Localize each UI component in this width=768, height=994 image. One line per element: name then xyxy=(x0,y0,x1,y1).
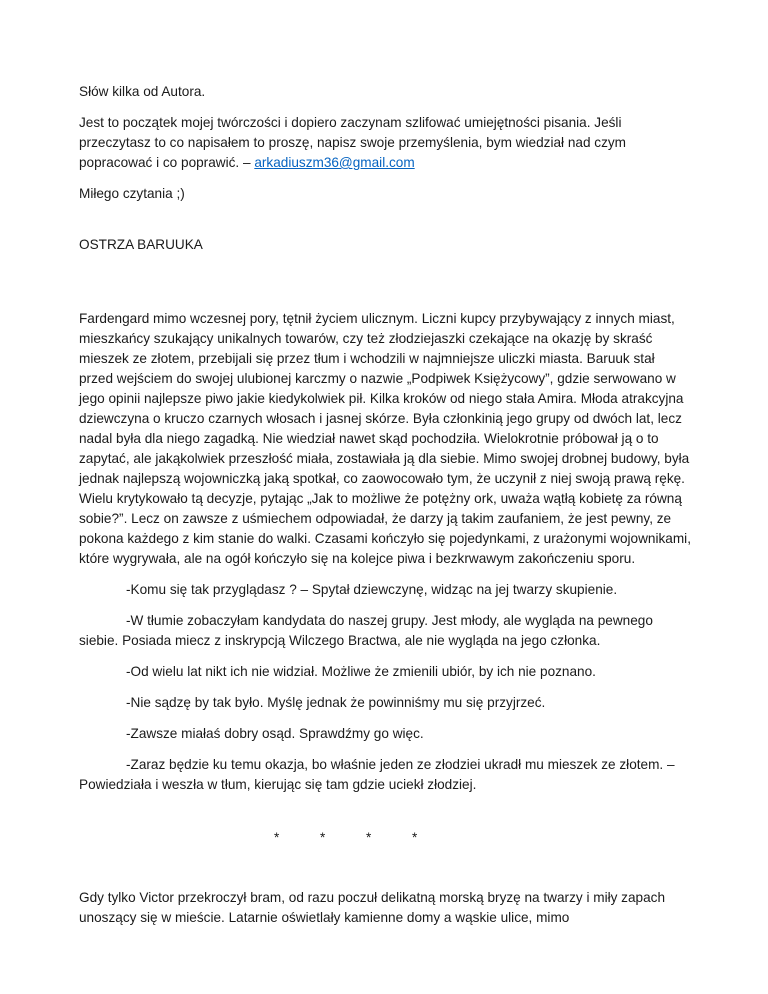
author-note-title: Słów kilka od Autora. xyxy=(79,84,206,99)
story-paragraph: Gdy tylko Victor przekroczył bram, od razu poczuł delikatną morską bryzę na twarzy i miły zapach unoszący się w mieście. Latarnie oświetlały kamienne domy a wąskie ulice, mimo xyxy=(79,890,666,925)
author-note-body xyxy=(79,113,691,173)
dialogue-line: -Zawsze miałaś dobry osąd. Sprawdźmy go więc. xyxy=(126,726,424,741)
story-title: OSTRZA BARUUKA xyxy=(79,237,203,252)
document-body xyxy=(79,82,691,939)
separator-star: * xyxy=(366,830,372,845)
author-note-text: Jest to początek mojej twórczości i dopiero zaczynam szlifować umiejętności pisania. Jeśli przeczytasz to co napisałem to proszę, napisz swoje przemyślenia, bym wiedział nad czym popracować i co poprawić. – xyxy=(79,115,626,170)
separator-star: * xyxy=(274,830,280,845)
dialogue-line: -Nie sądzę by tak było. Myślę jednak że powinniśmy mu się przyjrzeć. xyxy=(126,695,546,710)
separator-star: * xyxy=(320,830,326,845)
greeting: Miłego czytania ;) xyxy=(79,186,185,201)
story-paragraph: Fardengard mimo wczesnej pory, tętnił życiem ulicznym. Liczni kupcy przybywający z innych miast, mieszkańcy szukający unikalnych towarów, czy też złodziejaszki czekające na okazję by skraść mieszek ze złotem, przebijali się przez tłum i wchodzili w najmniejsze uliczki miasta. Baruuk stał przed wejściem do swojej ulubionej karczmy o nazwie „Podpiwek Księżycowy”, gdzie serwowano w jego opinii najlepsze piwo jakie kiedykolwiek pił. Kilka kroków od niego stała Amira. Młoda atrakcyjna dziewczyna o kruczo czarnych włosach i jasnej skórze. Była członkinią jego grupy od dwóch lat, lecz nadal była dla niego zagadką. Nie wiedział nawet skąd pochodziła. Wielokrotnie próbował ją o to zapytać, ale jakąkolwiek przeszłość miała, zostawiała ją dla siebie. Mimo swojej drobnej budowy, była jednak najlepszą wojowniczką jaką spotkał, co zaowocowało tym, że uczynił z niej swoją prawą rękę. Wielu krytykowało tą decyzje, pytając „Jak to możliwe że potężny ork, uważa wątłą kobietę za równą sobie?”. Lecz on zawsze z uśmiechem odpowiadał, że darzy ją takim zaufaniem, że jest pewny, ze pokona każdego z kim stanie do walki. Czasami kończyło się pojedynkami, z urażonymi wojownikami, które wygrywała, ale na ogół kończyło się na kolejce piwa i bezkrwawym zakończeniu sporu. xyxy=(79,311,691,566)
dialogue-line: -Od wielu lat nikt ich nie widział. Możliwe że zmienili ubiór, by ich nie poznano. xyxy=(126,664,596,679)
dialogue-line: -Zaraz będzie ku temu okazja, bo właśnie jeden ze złodziei ukradł mu mieszek ze złotem. – Powiedziała i weszła w tłum, kierując się tam gdzie uciekł złodziej. xyxy=(79,757,675,792)
separator-star: * xyxy=(412,830,418,845)
dialogue-line: -W tłumie zobaczyłam kandydata do naszej grupy. Jest młody, ale wygląda na pewnego siebie. Posiada miecz z inskrypcją Wilczego Bractwa, ale nie wygląda na jego członka. xyxy=(79,613,653,648)
author-email-link[interactable]: arkadiuszm36@gmail.com xyxy=(254,155,415,170)
spacer xyxy=(79,215,691,235)
dialogue-line: -Komu się tak przyglądasz ? – Spytał dziewczynę, widząc na jej twarzy skupienie. xyxy=(126,582,618,597)
scene-separator xyxy=(79,828,691,848)
spacer xyxy=(79,266,691,309)
